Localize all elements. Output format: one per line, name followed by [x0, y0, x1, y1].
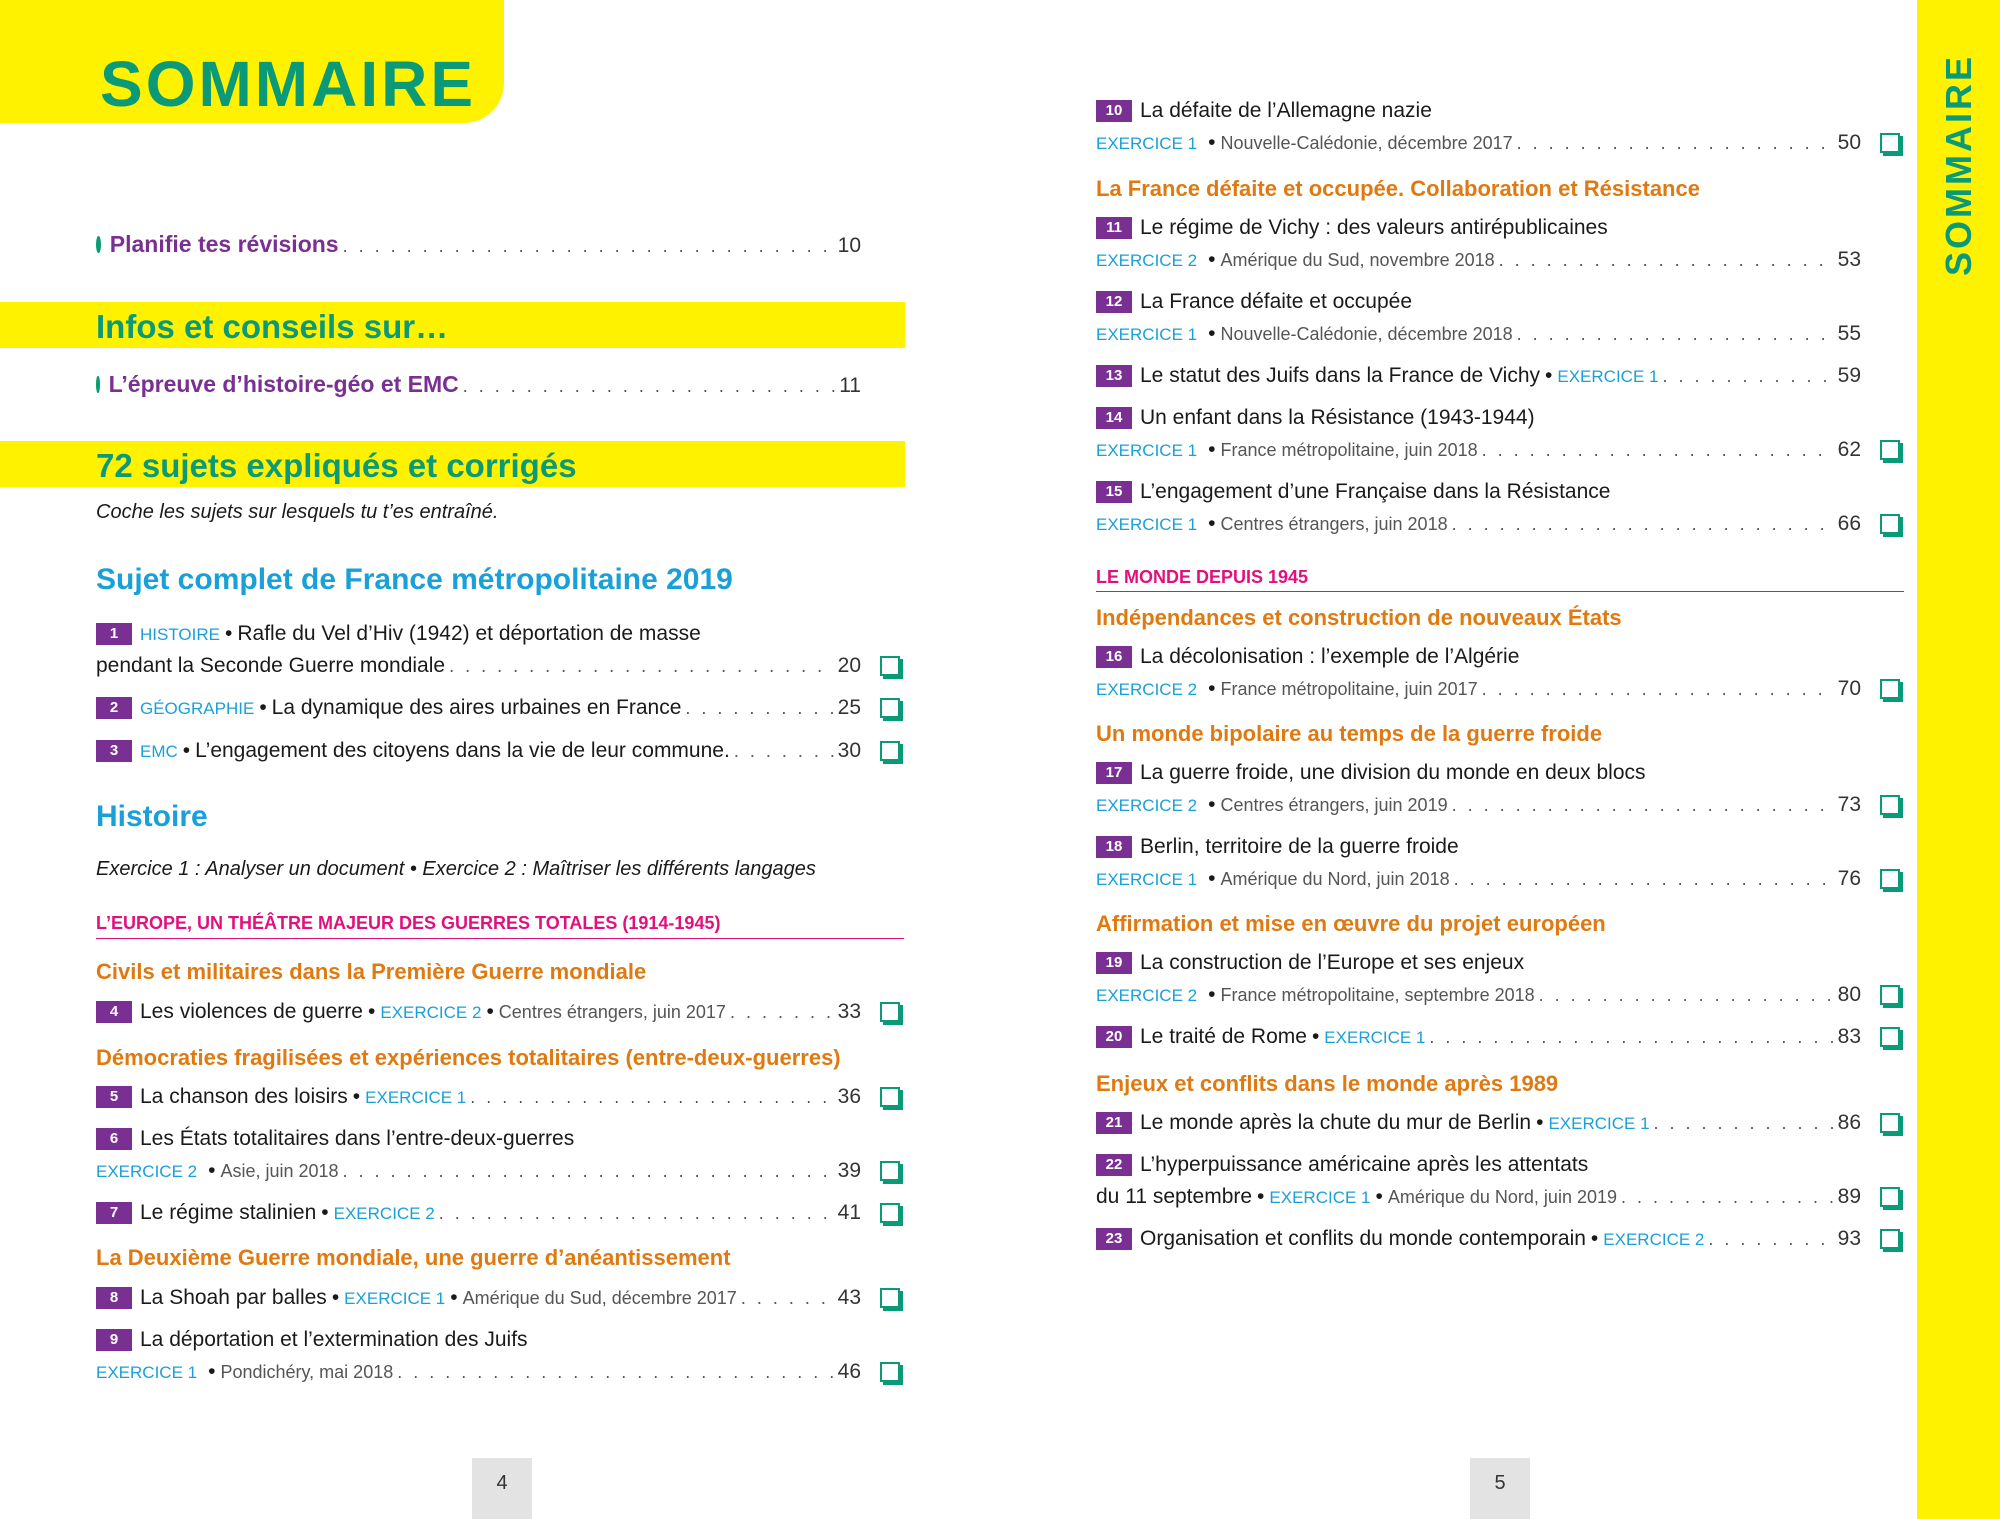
planifie-label: Planifie tes révisions — [109, 231, 339, 257]
item-number-badge: 17 — [1096, 762, 1132, 784]
checkbox[interactable] — [1880, 985, 1900, 1005]
item-number-badge: 21 — [1096, 1112, 1132, 1134]
page-number: 50 — [1837, 131, 1861, 154]
item-number-badge: 12 — [1096, 291, 1132, 313]
exercise-tag: EXERCICE 1 — [1269, 1188, 1371, 1207]
planifie-entry[interactable] — [96, 228, 861, 260]
leader-dots — [1654, 1107, 1834, 1139]
list-item-17-line2: EXERCICE 2 • Centres étrangers, juin 2019 . . . 73 — [1096, 789, 1861, 821]
part-heading-monde: LE MONDE DEPUIS 1945 — [1096, 567, 1309, 587]
list-item-16-line1 — [1096, 641, 1896, 673]
checkbox[interactable] — [1880, 1027, 1900, 1047]
list-item-2: 2 GÉOGRAPHIE • La dynamique des aires urbaines en France . . . 25 — [96, 692, 861, 724]
item-number-badge: 16 — [1096, 646, 1132, 668]
item-title: Le monde après la chute du mur de Berlin — [1140, 1111, 1532, 1134]
list-item-6-line2: EXERCICE 2 • Asie, juin 2018 . . . 39 — [96, 1155, 861, 1187]
checkbox[interactable] — [1880, 795, 1900, 815]
exercise-tag: EXERCICE 1 — [1096, 441, 1198, 460]
list-item-10-line1 — [1096, 95, 1896, 127]
list-item-11-line2: EXERCICE 2 • Amérique du Sud, novembre 2018 . . . 53 — [1096, 244, 1861, 276]
list-item-20: 20 Le traité de Rome • EXERCICE 1 . . . 83 — [1096, 1021, 1861, 1053]
list-item-3: 3 EMC • L’engagement des citoyens dans la vie de leur commune. . . . 30 — [96, 735, 861, 767]
leader-dots — [1482, 673, 1834, 705]
list-item-16-line2: EXERCICE 2 • France métropolitaine, juin 2017 . . . 70 — [1096, 673, 1861, 705]
leader-dots — [1708, 1223, 1833, 1255]
exercise-tag: EXERCICE 1 — [1096, 515, 1198, 534]
divider — [96, 938, 904, 939]
section-deuxieme-guerre: La Deuxième Guerre mondiale, une guerre d’anéantissement — [96, 1245, 731, 1270]
list-item-13: 13 Le statut des Juifs dans la France de Vichy • EXERCICE 1 . . . 59 — [1096, 360, 1861, 392]
checkbox[interactable] — [880, 1087, 900, 1107]
checkbox[interactable] — [880, 698, 900, 718]
subject-tag: GÉOGRAPHIE — [140, 699, 255, 718]
exercise-tag: EXERCICE 2 — [333, 1204, 435, 1223]
leader-dots — [1662, 360, 1833, 392]
page-number: 89 — [1837, 1185, 1861, 1208]
list-item-1-line2 — [96, 650, 861, 682]
epreuve-label: L’épreuve d’histoire-géo et EMC — [108, 371, 459, 397]
item-source: France métropolitaine, septembre 2018 — [1220, 985, 1535, 1005]
page-number: 36 — [837, 1085, 861, 1108]
checkbox[interactable] — [1880, 133, 1900, 153]
item-title: Le traité de Rome — [1140, 1025, 1307, 1048]
page-number: 25 — [837, 696, 861, 719]
infos-band — [0, 302, 905, 348]
item-source: Amérique du Nord, juin 2019 — [1387, 1187, 1617, 1207]
leader-dots — [343, 230, 834, 260]
list-item-23: 23 Organisation et conflits du monde contemporain • EXERCICE 2 . . . 93 — [1096, 1223, 1861, 1255]
list-item-11-line1 — [1096, 212, 1896, 244]
checkbox[interactable] — [1880, 440, 1900, 460]
section-democraties: Démocraties fragilisées et expériences totalitaires (entre-deux-guerres) — [96, 1045, 841, 1070]
leader-dots — [730, 996, 834, 1028]
leader-dots — [1517, 127, 1834, 159]
list-item-14-line1 — [1096, 402, 1896, 434]
page-number: 46 — [837, 1360, 861, 1383]
section-france-defaite: La France défaite et occupée. Collaboration et Résistance — [1096, 176, 1700, 201]
list-item-12-line2: EXERCICE 1 • Nouvelle-Calédonie, décembre 2018 . . . 55 — [1096, 318, 1861, 350]
item-source: Amérique du Sud, novembre 2018 — [1220, 250, 1495, 270]
part-heading-europe: L’EUROPE, UN THÉÂTRE MAJEUR DES GUERRES TOTALES (1914-1945) — [96, 913, 721, 933]
page-number: 11 — [839, 374, 861, 397]
list-item-18-line1 — [1096, 831, 1896, 863]
item-title-continued: pendant la Seconde Guerre mondiale — [96, 654, 446, 677]
page-number: 93 — [1837, 1227, 1861, 1250]
leader-dots — [1429, 1021, 1833, 1053]
page-number: 53 — [1837, 248, 1861, 271]
bullet-dot-icon — [96, 236, 101, 253]
item-title: La guerre froide, une division du monde en deux blocs — [1140, 761, 1646, 784]
item-number-badge: 7 — [96, 1202, 132, 1224]
item-title: La chanson des loisirs — [140, 1085, 348, 1108]
leader-dots — [343, 1155, 834, 1187]
item-number-badge: 20 — [1096, 1026, 1132, 1048]
item-title: L’engagement d’une Française dans la Résistance — [1140, 480, 1611, 503]
section-projet-europeen: Affirmation et mise en œuvre du projet européen — [1096, 911, 1606, 936]
exercise-tag: EXERCICE 1 — [1096, 870, 1198, 889]
bullet-dot-icon — [96, 376, 100, 393]
exercise-tag: EXERCICE 1 — [96, 1363, 198, 1382]
leader-dots — [470, 1081, 833, 1113]
sujets-note: Coche les sujets sur lesquels tu t’es entraîné. — [96, 501, 499, 523]
list-item-9-line2: EXERCICE 1 • Pondichéry, mai 2018 . . . 46 — [96, 1356, 861, 1388]
infos-heading: Infos et conseils sur… — [96, 308, 449, 345]
item-number-badge: 22 — [1096, 1154, 1132, 1176]
item-number-badge: 19 — [1096, 952, 1132, 974]
item-title: Le régime de Vichy : des valeurs antirépublicaines — [1140, 216, 1608, 239]
exercise-tag: EXERCICE 1 — [1096, 134, 1198, 153]
page-number: 55 — [1837, 322, 1861, 345]
exercise-tag: EXERCICE 1 — [1096, 325, 1198, 344]
checkbox[interactable] — [880, 1161, 900, 1181]
leader-dots — [1621, 1181, 1834, 1213]
checkbox[interactable] — [1880, 514, 1900, 534]
sujets-heading: 72 sujets expliqués et corrigés — [96, 447, 577, 484]
page-number: 20 — [837, 654, 861, 677]
item-number-badge: 6 — [96, 1128, 132, 1150]
exercises-note: Exercice 1 : Analyser un document • Exercice 2 : Maîtriser les différents langages — [96, 858, 816, 880]
list-item-22-line2: du 11 septembre • EXERCICE 1 • Amérique du Nord, juin 2019 . . . 89 — [1096, 1181, 1861, 1213]
item-title: Le régime stalinien — [140, 1201, 317, 1224]
checkbox[interactable] — [1880, 1113, 1900, 1133]
item-number-badge: 11 — [1096, 217, 1132, 239]
page-number: 76 — [1837, 867, 1861, 890]
item-title: L’engagement des citoyens dans la vie de leur commune. — [195, 739, 730, 762]
checkbox[interactable] — [880, 1203, 900, 1223]
item-title: La France défaite et occupée — [1140, 290, 1413, 313]
exercise-tag: EXERCICE 2 — [96, 1162, 198, 1181]
item-title-continued: du 11 septembre — [1096, 1185, 1253, 1208]
checkbox[interactable] — [1880, 869, 1900, 889]
list-item-6-line1 — [96, 1123, 861, 1155]
item-number-badge: 18 — [1096, 836, 1132, 858]
section-civils: Civils et militaires dans la Première Guerre mondiale — [96, 959, 647, 984]
leader-dots — [1517, 318, 1834, 350]
item-source: Amérique du Sud, décembre 2017 — [462, 1288, 737, 1308]
item-title: La décolonisation : l’exemple de l’Algérie — [1140, 645, 1520, 668]
exercise-tag: EXERCICE 2 — [1096, 251, 1198, 270]
item-number-badge: 1 — [96, 623, 132, 645]
item-title: La dynamique des aires urbaines en France — [271, 696, 682, 719]
item-number-badge: 23 — [1096, 1228, 1132, 1250]
item-source: Nouvelle-Calédonie, décembre 2018 — [1220, 324, 1513, 344]
page-folio-left: 4 — [472, 1458, 532, 1519]
item-number-badge: 10 — [1096, 100, 1132, 122]
list-item-18-line2: EXERCICE 1 • Amérique du Nord, juin 2018 . . . 76 — [1096, 863, 1861, 895]
subject-tag: EMC — [140, 742, 178, 761]
item-number-badge: 13 — [1096, 365, 1132, 387]
list-item-19-line1 — [1096, 947, 1896, 979]
checkbox[interactable] — [880, 656, 900, 676]
list-item-10-line2: EXERCICE 1 • Nouvelle-Calédonie, décembre 2017 . . . 50 — [1096, 127, 1861, 159]
item-number-badge: 4 — [96, 1001, 132, 1023]
exercise-tag: EXERCICE 1 — [1557, 367, 1659, 386]
list-item-4: 4 Les violences de guerre • EXERCICE 2 • Centres étrangers, juin 2017 . . . 33 — [96, 996, 861, 1028]
page-folio-right: 5 — [1470, 1458, 1530, 1519]
checkbox[interactable] — [880, 1002, 900, 1022]
item-title: Les violences de guerre — [140, 1000, 363, 1023]
divider — [1096, 591, 1904, 592]
page-number: 62 — [1837, 438, 1861, 461]
leader-dots — [1452, 789, 1834, 821]
section-enjeux-1989: Enjeux et conflits dans le monde après 1989 — [1096, 1071, 1559, 1096]
item-title: Berlin, territoire de la guerre froide — [1140, 835, 1459, 858]
sujets-band — [0, 441, 905, 487]
item-title: La construction de l’Europe et ses enjeux — [1140, 951, 1525, 974]
page-number: 33 — [837, 1000, 861, 1023]
list-item-14-line2: EXERCICE 1 • France métropolitaine, juin 2018 . . . 62 — [1096, 434, 1861, 466]
item-title: Rafle du Vel d’Hiv (1942) et déportation de masse — [237, 622, 701, 645]
list-item-15-line1 — [1096, 476, 1896, 508]
leader-dots — [397, 1356, 833, 1388]
checkbox[interactable] — [880, 741, 900, 761]
item-title: Le statut des Juifs dans la France de Vichy — [1140, 364, 1541, 387]
side-title: SOMMAIRE — [1937, 54, 1979, 276]
exercise-tag: EXERCICE 1 — [344, 1289, 446, 1308]
item-source: France métropolitaine, juin 2017 — [1220, 679, 1478, 699]
item-source: Centres étrangers, juin 2017 — [498, 1002, 726, 1022]
exercise-tag: EXERCICE 2 — [380, 1003, 482, 1022]
leader-dots — [1452, 508, 1834, 540]
page-number: 70 — [1837, 677, 1861, 700]
exercise-tag: EXERCICE 2 — [1096, 986, 1198, 1005]
item-source: Centres étrangers, juin 2018 — [1220, 514, 1448, 534]
exercise-tag: EXERCICE 1 — [1324, 1028, 1426, 1047]
exercise-tag: EXERCICE 2 — [1096, 796, 1198, 815]
histoire-heading: Histoire — [96, 800, 208, 833]
page-number: 80 — [1837, 983, 1861, 1006]
page-number: 73 — [1837, 793, 1861, 816]
item-title: Un enfant dans la Résistance (1943-1944) — [1140, 406, 1535, 429]
epreuve-entry[interactable] — [96, 368, 861, 400]
page-number: 41 — [837, 1201, 861, 1224]
leader-dots — [741, 1282, 834, 1314]
leader-dots — [1454, 863, 1834, 895]
list-item-22-line1 — [1096, 1149, 1896, 1181]
checkbox[interactable] — [880, 1362, 900, 1382]
subject-tag: HISTOIRE — [140, 625, 220, 644]
list-item-5: 5 La chanson des loisirs • EXERCICE 1 . . . 36 — [96, 1081, 861, 1113]
item-source: Asie, juin 2018 — [220, 1161, 339, 1181]
item-title: Les États totalitaires dans l’entre-deux-guerres — [140, 1127, 575, 1150]
leader-dots — [463, 370, 835, 400]
page-number: 10 — [837, 234, 861, 257]
exercise-tag: EXERCICE 1 — [365, 1088, 467, 1107]
leader-dots — [685, 692, 833, 724]
page-number: 43 — [837, 1286, 861, 1309]
list-item-7: 7 Le régime stalinien • EXERCICE 2 . . . 41 — [96, 1197, 861, 1229]
exercise-tag: EXERCICE 2 — [1096, 680, 1198, 699]
exercise-tag: EXERCICE 2 — [1603, 1230, 1705, 1249]
list-item-1-line1: 1 HISTOIRE • Rafle du Vel d’Hiv (1942) et déportation de masse — [96, 618, 901, 650]
page-number: 83 — [1837, 1025, 1861, 1048]
leader-dots — [439, 1197, 834, 1229]
item-number-badge: 15 — [1096, 481, 1132, 503]
item-title: Organisation et conflits du monde contemporain — [1140, 1227, 1586, 1250]
page-number: 66 — [1837, 512, 1861, 535]
section-independances: Indépendances et construction de nouveaux États — [1096, 605, 1622, 630]
checkbox[interactable] — [880, 1288, 900, 1308]
item-source: Nouvelle-Calédonie, décembre 2017 — [1220, 133, 1513, 153]
list-item-12-line1 — [1096, 286, 1896, 318]
item-title: L’hyperpuissance américaine après les attentats — [1140, 1153, 1589, 1176]
item-number-badge: 8 — [96, 1287, 132, 1309]
leader-dots — [1482, 434, 1834, 466]
item-title: La Shoah par balles — [140, 1286, 327, 1309]
item-source: Amérique du Nord, juin 2018 — [1220, 869, 1450, 889]
item-source: Centres étrangers, juin 2019 — [1220, 795, 1448, 815]
list-item-19-line2: EXERCICE 2 • France métropolitaine, septembre 2018 . . . 80 — [1096, 979, 1861, 1011]
leader-dots — [1539, 979, 1834, 1011]
page-number: 39 — [837, 1159, 861, 1182]
leader-dots — [1499, 244, 1834, 276]
item-source: Pondichéry, mai 2018 — [220, 1362, 394, 1382]
list-item-8: 8 La Shoah par balles • EXERCICE 1 • Amérique du Sud, décembre 2017 . . . 43 — [96, 1282, 861, 1314]
item-number-badge: 14 — [1096, 407, 1132, 429]
leader-dots — [449, 650, 834, 682]
checkbox[interactable] — [1880, 1229, 1900, 1249]
item-number-badge: 9 — [96, 1329, 132, 1351]
page-title: SOMMAIRE — [100, 48, 476, 120]
sommaire-header-tab — [0, 0, 504, 123]
page-number: 86 — [1837, 1111, 1861, 1134]
checkbox[interactable] — [1880, 1187, 1900, 1207]
page-number: 30 — [837, 739, 861, 762]
checkbox[interactable] — [1880, 679, 1900, 699]
item-number-badge: 3 — [96, 740, 132, 762]
list-item-9-line1 — [96, 1324, 861, 1356]
item-number-badge: 5 — [96, 1086, 132, 1108]
section-bipolaire: Un monde bipolaire au temps de la guerre froide — [1096, 721, 1603, 746]
sommaire-side-band — [1917, 0, 2000, 1519]
sujet-complet-heading: Sujet complet de France métropolitaine 2019 — [96, 563, 733, 596]
list-item-17-line1 — [1096, 757, 1896, 789]
item-title: La déportation et l’extermination des Juifs — [140, 1328, 528, 1351]
list-item-15-line2: EXERCICE 1 • Centres étrangers, juin 2018 . . . 66 — [1096, 508, 1861, 540]
item-source: France métropolitaine, juin 2018 — [1220, 440, 1478, 460]
page-number: 59 — [1837, 364, 1861, 387]
leader-dots — [734, 735, 834, 767]
exercise-tag: EXERCICE 1 — [1548, 1114, 1650, 1133]
item-number-badge: 2 — [96, 697, 132, 719]
list-item-21: 21 Le monde après la chute du mur de Berlin • EXERCICE 1 . . . 86 — [1096, 1107, 1861, 1139]
item-title: La défaite de l’Allemagne nazie — [1140, 99, 1432, 122]
